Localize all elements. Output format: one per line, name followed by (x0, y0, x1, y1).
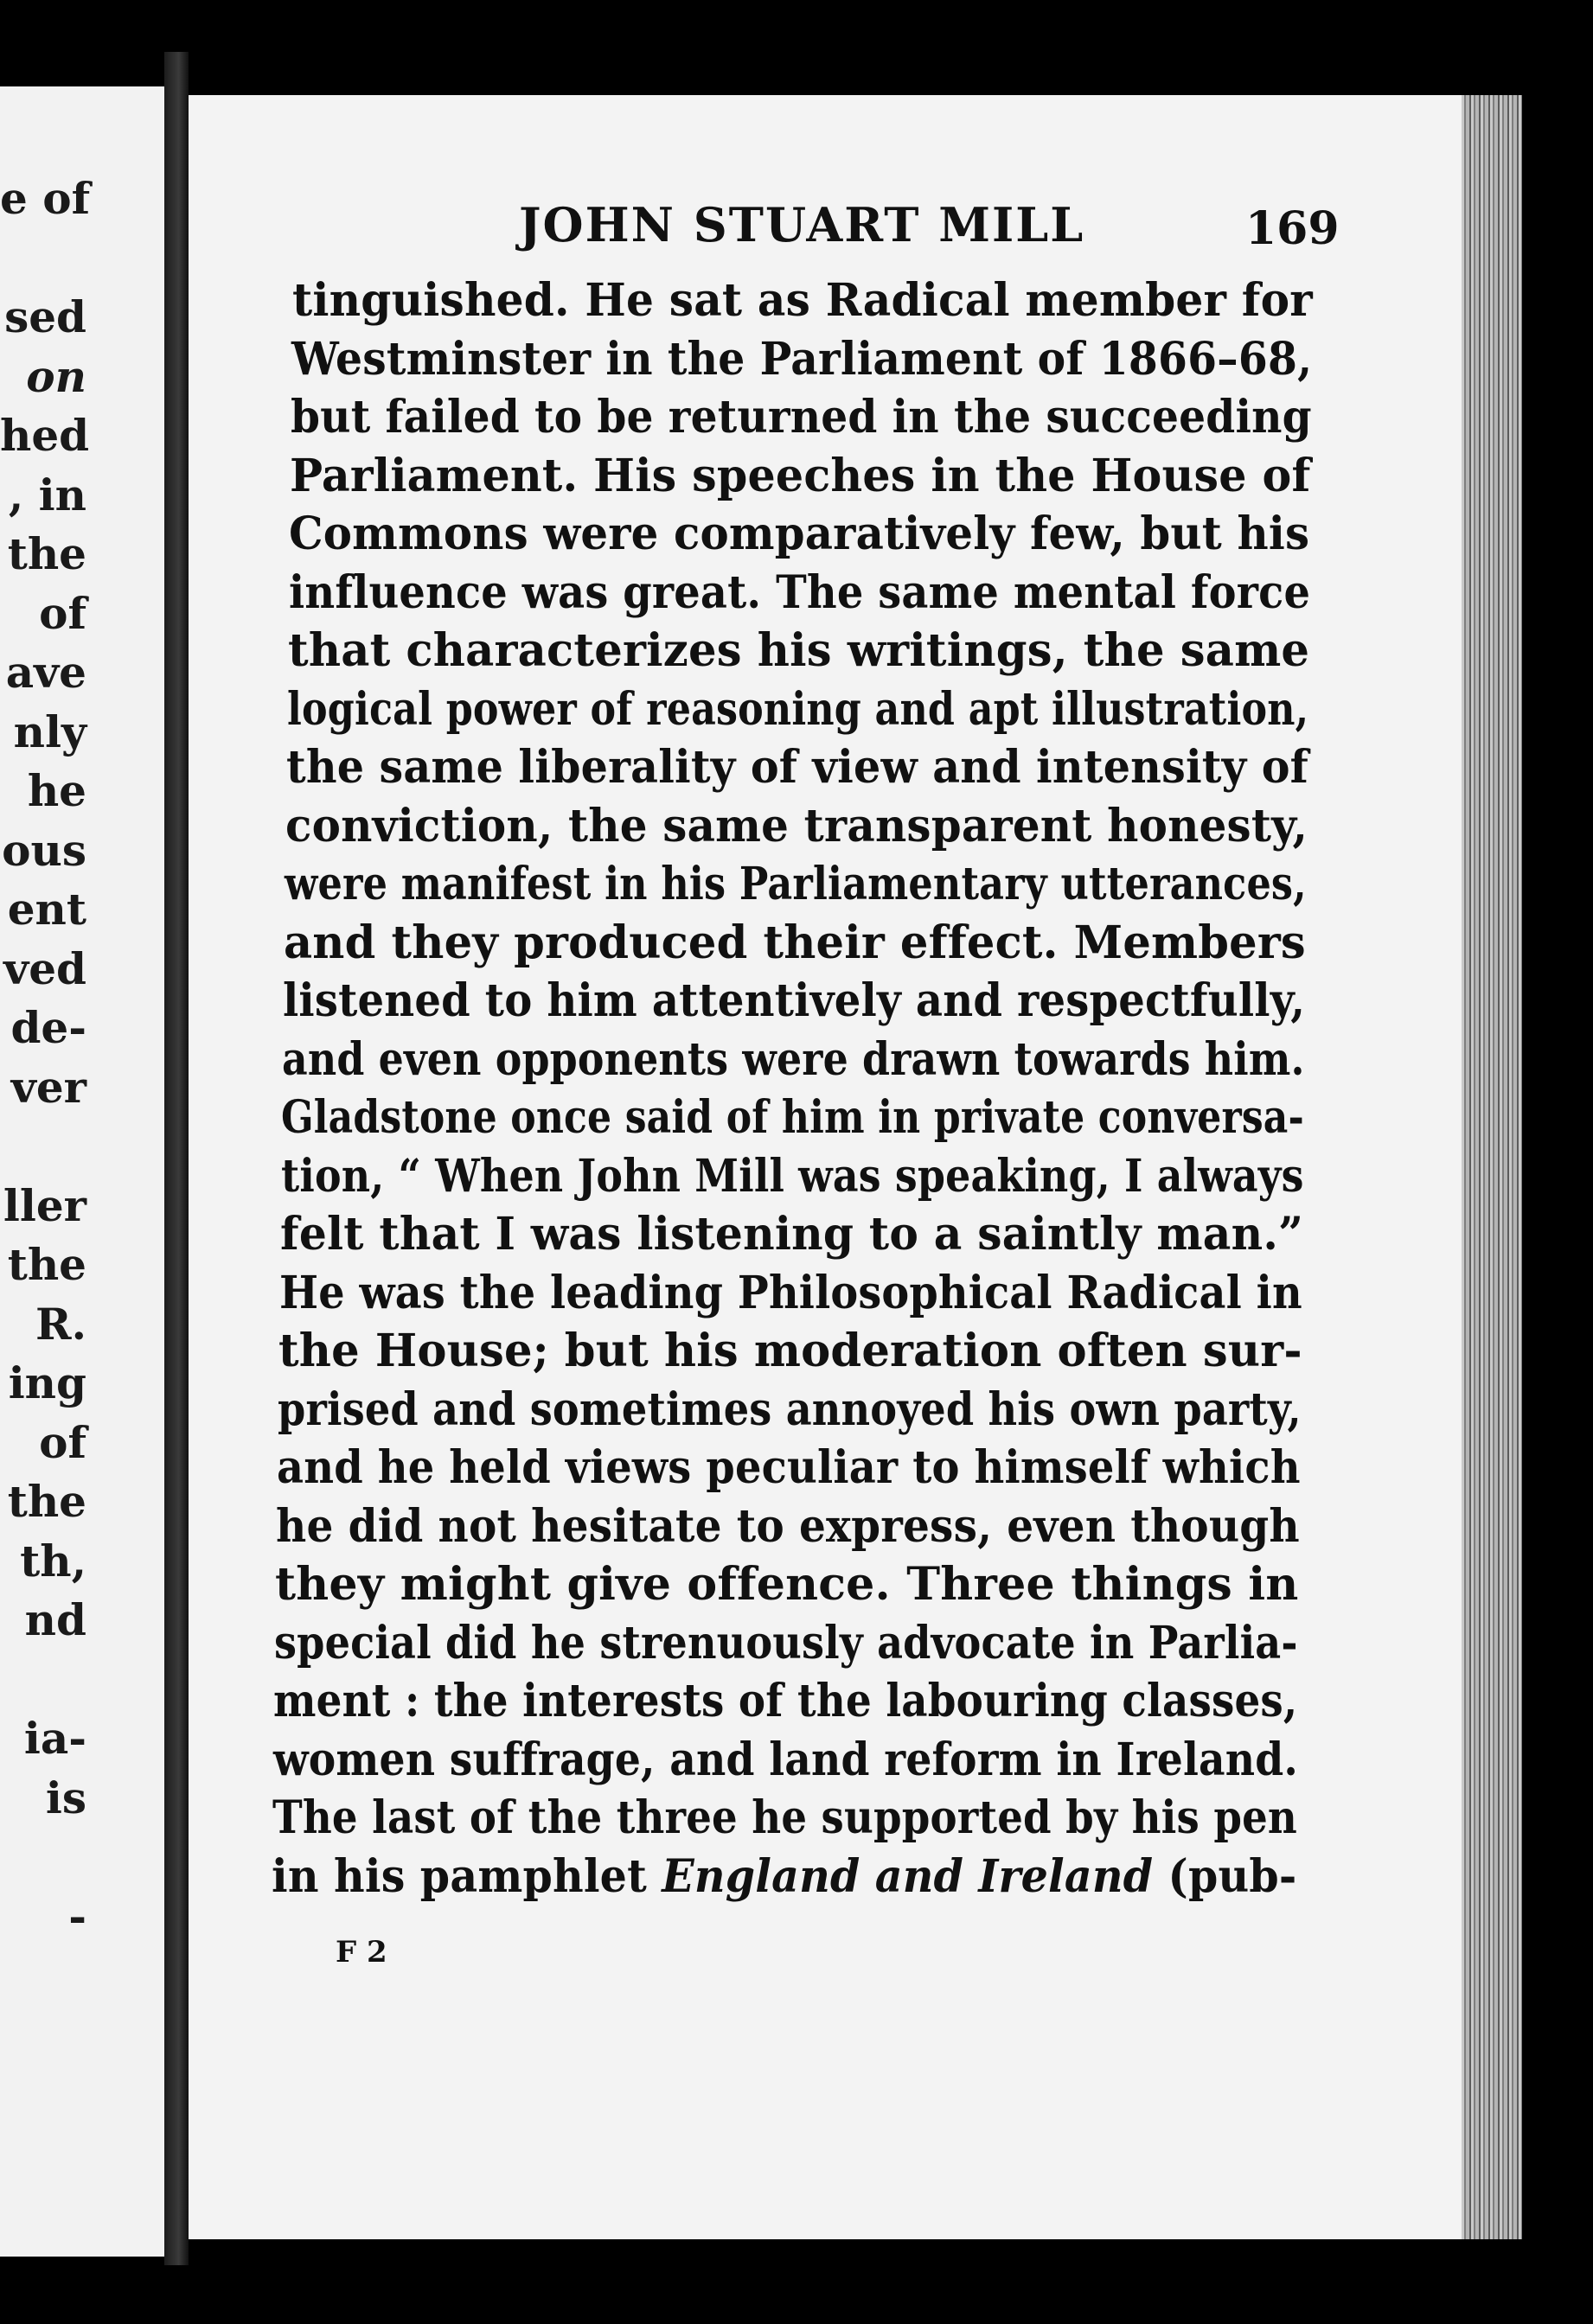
left-page-fragment: of (39, 587, 86, 639)
body-line: Gladstone once said of him in private conversa- (281, 1091, 1305, 1144)
left-page-fragment: nd (24, 1594, 86, 1645)
body-line: women suffrage, and land reform in Ireland. (272, 1733, 1298, 1786)
left-page-fragment: R. (35, 1298, 86, 1350)
left-page-fragment: he (27, 765, 86, 816)
left-page-fragment: ver (10, 1061, 86, 1113)
left-page-fragment: the (7, 1239, 86, 1290)
body-line: that characterizes his writings, the same (287, 624, 1309, 677)
body-line: Parliament. His speeches in the House of (290, 449, 1311, 502)
running-head-title: JOHN STUART MILL (519, 197, 1085, 252)
body-line: and they produced their effect. Members (284, 916, 1306, 969)
left-page-fragment: the (7, 528, 86, 579)
body-line: logical power of reasoning and apt illustration, (286, 682, 1308, 736)
body-line: The last of the three he supported by his pen (272, 1791, 1297, 1844)
body-line: Westminster in the Parliament of 1866–68, (291, 332, 1313, 386)
last-line-continuation: (pub- (1152, 1849, 1297, 1903)
last-line-text: in his pamphlet (271, 1849, 662, 1903)
body-line: special did he strenuously advocate in Parlia- (274, 1616, 1298, 1670)
page-number: 169 (1245, 202, 1340, 255)
left-page-fragment: de- (10, 1002, 86, 1053)
left-page-fragment: nly (13, 706, 86, 757)
left-page-fragment: - (68, 1890, 86, 1942)
signature-mark: F 2 (336, 1935, 387, 1970)
left-page-fragment: ller (3, 1179, 86, 1231)
body-line: but failed to be returned in the succeeding (291, 391, 1313, 444)
left-page-fragment: , in (8, 469, 86, 520)
left-page-fragment: ing (8, 1357, 86, 1408)
left-page-fragment: sed (4, 291, 86, 342)
body-line: prised and sometimes annoyed his own party, (277, 1382, 1302, 1436)
left-page-fragment: hed (0, 410, 90, 461)
body-line: tinguished. He sat as Radical member for (292, 274, 1313, 327)
left-page-fragment: ave (5, 647, 86, 698)
body-line: tion, “ When John Mill was speaking, I always (280, 1149, 1304, 1203)
body-line: they might give offence. Three things in (275, 1558, 1299, 1611)
left-page-fragment: ous (2, 824, 86, 876)
left-page-fragment: on (26, 350, 86, 402)
body-line: listened to him attentively and respectfully, (283, 974, 1306, 1027)
left-page-fragment: e of (0, 173, 91, 224)
body-line: and even opponents were drawn towards him. (282, 1032, 1305, 1086)
left-page-fragment: ved (3, 942, 86, 994)
left-page-fragment: the (7, 1476, 86, 1527)
body-line: conviction, the same transparent honesty, (285, 799, 1308, 852)
body-line: influence was great. The same mental force (288, 565, 1310, 619)
body-line: He was the leading Philosophical Radical in (278, 1266, 1302, 1319)
body-line: Commons were comparatively few, but his (289, 508, 1310, 560)
body-line: and he held views peculiar to himself which (277, 1441, 1301, 1494)
left-page-fragment: ent (7, 884, 86, 935)
body-line-last (271, 1849, 1297, 1903)
pamphlet-title: England and Ireland (661, 1849, 1153, 1903)
body-line: ment : the interests of the labouring classes, (273, 1675, 1298, 1727)
left-page-fragment: is (45, 1772, 86, 1823)
left-page-fragment: th, (20, 1535, 86, 1587)
body-line: he did not hesitate to express, even though (276, 1499, 1300, 1553)
body-line: the House; but his moderation often sur- (278, 1325, 1302, 1377)
body-line: were manifest in his Parliamentary utterances, (285, 858, 1307, 910)
left-page-fragment: of (39, 1416, 86, 1468)
body-line: the same liberality of view and intensity of (285, 741, 1308, 794)
left-page-fragment: ia- (23, 1713, 86, 1764)
body-line: felt that I was listening to a saintly man.” (279, 1208, 1303, 1261)
